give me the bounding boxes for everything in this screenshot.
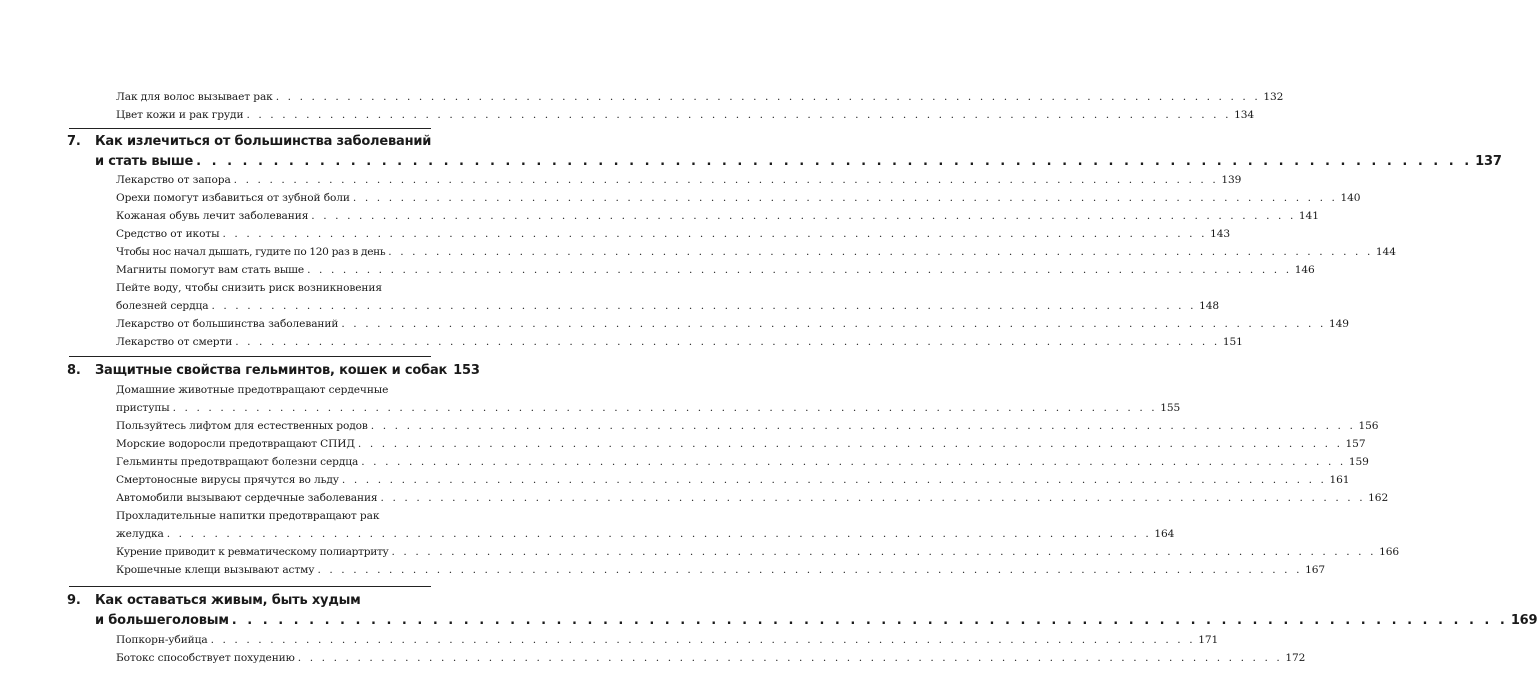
- chapter-divider: [69, 128, 431, 129]
- toc-entry: [116, 456, 1369, 468]
- entry-title: Магниты помогут вам стать выше: [116, 264, 305, 276]
- chapter-divider: [69, 586, 431, 587]
- entry-page: 172: [1285, 652, 1306, 664]
- entry-title: Пользуйтесь лифтом для естественных родов: [116, 420, 368, 432]
- toc-entry-line1: [116, 282, 431, 294]
- leader-dots: . . . . . . . . . . . . . . . . . . . . . . . . . . . . . . . . . . . . . . . . . . . . . . . . . . . . . . . . . . . . . . . . . . . . . . . . . . . . . . . . . . .: [317, 564, 1303, 576]
- chapter-heading-line2: [95, 613, 1537, 628]
- toc-entry: [116, 210, 1319, 222]
- leader-dots: . . . . . . . . . . . . . . . . . . . . . . . . . . . . . . . . . . . . . . . . . . . . . . . . . . . . . . . . . . . . . . . . . . . . . . . . . . . . . . . . . . .: [311, 210, 1296, 222]
- leader-dots: . . . . . . . . . . . . . . . . . . . . . . . . . . . . . . . . . . . . . . . . . . . . . . . . . . . . . . . . . . . . . . . . . . . . . . . . . . . . . . . . . . .: [357, 438, 1343, 450]
- entry-title: болезней сердца: [116, 300, 209, 312]
- chapter-heading-line2: [95, 154, 1502, 169]
- entry-title: Кожаная обувь лечит заболевания: [116, 210, 309, 222]
- chapter-title: Защитные свойства гельминтов, кошек и собак: [95, 363, 448, 378]
- leader-dots: . . . . . . . . . . . . . . . . . . . . . . . . . . . . . . . . . . . . . . . . . . . . . . . . . . . . . . . . . . . . . . . . . . . . . . . . . . . . . . . . . . .: [235, 336, 1220, 348]
- entry-title: Попкорн-убийца: [116, 634, 208, 646]
- entry-title: Ботокс способствует похудению: [116, 652, 295, 664]
- chapter-title: и большеголовым: [95, 613, 229, 628]
- entry-page: 167: [1305, 564, 1325, 576]
- entry-page: 134: [1234, 109, 1254, 121]
- leader-dots: . . . . . . . . . . . . . . . . . . . . . . . . . . . . . . . . . . . . . . . . . . . . . . . . . . . . . . . . . . . . . . . . . . . . . . . . . . . . . . . . . . .: [211, 300, 1197, 312]
- entry-title: Орехи помогут избавиться от зубной боли: [116, 192, 350, 204]
- toc-entry: [116, 634, 1219, 646]
- leader-dots: . . . . . . . . . . . . . . . . . . . . . . . . . . . . . . . . . . . . . . . . . . . . . . . . . . . . . . . . . . . . . . . . . . . . . . . . . . . . . . . . . . .: [233, 174, 1219, 186]
- entry-title: Гельминты предотвращают болезни сердца: [116, 456, 359, 468]
- leader-dots: . . . . . . . . . . . . . . . . . . . . . . . . . . . . . . . . . . . . . . . . . . . . . . . . . . . . . . . . . . . . . . . . . . . . . . . . . . . . . . . . . . .: [341, 474, 1327, 486]
- chapter-title: Как излечиться от большинства заболеваний: [95, 134, 432, 149]
- toc-entry: [116, 652, 1306, 664]
- entry-page: 139: [1221, 174, 1242, 186]
- toc-entry: [116, 546, 1400, 558]
- entry-page: 149: [1328, 318, 1349, 330]
- entry-title: Пейте воду, чтобы снизить риск возникновения: [116, 282, 382, 294]
- toc-entry: [116, 192, 1361, 204]
- toc-entry: [116, 91, 1284, 103]
- chapter-page: 169: [1510, 613, 1537, 628]
- toc-entry: [116, 264, 1315, 276]
- entry-title: Прохладительные напитки предотвращают рак: [116, 510, 380, 522]
- toc-entry: [116, 564, 1325, 576]
- entry-page: 164: [1154, 528, 1175, 540]
- leader-dots: . . . . . . . . . . . . . . . . . . . . . . . . . . . . . . . . . . . . . . . . . . . . . . . . . . . . . . . . . . . . . . . . . . . . . . . . . . . . . . . . . . .: [166, 528, 1152, 540]
- toc-entry: [116, 420, 1379, 432]
- leader-dots: . . . . . . . . . . . . . . . . . . . . . . . . . . . . . . . . . . . . . . . . . . . . . . . . . . . . . . . . . . . . . . . . . . . . . . . . . . . . . . . . . . .: [307, 264, 1292, 276]
- chapter-page: 153: [453, 363, 480, 378]
- leader-dots: . . . . . . . . . . . . . . . . . . . . . . . . . . . . . . . . . . . . . . . . . . . . . . . . . . . . . . . . . . . . . . . . . . . . . . . . . . . . . . . . . . .: [341, 318, 1326, 330]
- entry-page: 161: [1329, 474, 1350, 486]
- entry-title: Лекарство от запора: [116, 174, 231, 186]
- entry-page: 141: [1298, 210, 1319, 222]
- entry-page: 132: [1263, 91, 1284, 103]
- entry-page: 157: [1345, 438, 1366, 450]
- toc-entry: [116, 492, 1389, 504]
- leader-dots: . . . . . . . . . . . . . . . . . . . . . . . . . . . . . . . . . . . . . . . . . . . . . . . . . . . . . . . . . . . . . . . . . . . . . . . . . . . . . . . . . . .: [352, 192, 1338, 204]
- toc-entry: [116, 300, 1219, 312]
- leader-dots: . . . . . . . . . . . . . . . . . . . . . . . . . . . . . . . . . . . . . . . . . . . . . . . . . . . . . . . . . . . . . . . . . . . . . . . . . . . . . . . . . . .: [275, 91, 1261, 103]
- entry-title: Курение приводит к ревматическому полиартриту: [116, 546, 389, 558]
- toc-entry: [116, 318, 1349, 330]
- entry-title: Цвет кожи и рак груди: [116, 109, 244, 121]
- toc-entry-line1: [116, 384, 431, 396]
- toc-entry: [116, 228, 1231, 240]
- chapter-title: Как оставаться живым, быть худым: [95, 593, 361, 608]
- leader-dots: . . . . . . . . . . . . . . . . . . . . . . . . . . . . . . . . . . . . . . . . . . . . . . . . . . . . . . . . . . . . . . . . . . . . . . . . . . . . . . . . . . .: [222, 228, 1208, 240]
- leader-dots: . . . . . . . . . . . . . . . . . . . . . . . . . . . . . . . . . . . . . . . . . . . . . . . . . . . . . . . . . . . . . . . . . . . . . . . . . . . . . . . . . . .: [196, 154, 1473, 169]
- toc-entry: [116, 336, 1243, 348]
- leader-dots: . . . . . . . . . . . . . . . . . . . . . . . . . . . . . . . . . . . . . . . . . . . . . . . . . . . . . . . . . . . . . . . . . . . . . . . . . . . . . . . . . . .: [231, 613, 1508, 628]
- entry-title: Морские водоросли предотвращают СПИД: [116, 438, 355, 450]
- entry-title: Автомобили вызывают сердечные заболевания: [116, 492, 378, 504]
- entry-page: 155: [1160, 402, 1181, 414]
- leader-dots: . . . . . . . . . . . . . . . . . . . . . . . . . . . . . . . . . . . . . . . . . . . . . . . . . . . . . . . . . . . . . . . . . . . . . . . . . . . . . . . . . . .: [370, 420, 1356, 432]
- leader-dots: . . . . . . . . . . . . . . . . . . . . . . . . . . . . . . . . . . . . . . . . . . . . . . . . . . . . . . . . . . . . . . . . . . . . . . . . . . . . . . . . . . .: [246, 109, 1232, 121]
- entry-title: Домашние животные предотвращают сердечные: [116, 384, 389, 396]
- entry-title: Чтобы нос начал дышать, гудите по 120 раз в день: [116, 246, 386, 258]
- entry-page: 140: [1340, 192, 1361, 204]
- entry-page: 171: [1198, 634, 1219, 646]
- entry-title: Лекарство от большинства заболеваний: [116, 318, 339, 330]
- entry-title: желудка: [116, 528, 164, 540]
- entry-page: 144: [1375, 246, 1396, 258]
- chapter-number: 9.: [67, 593, 81, 608]
- leader-dots: . . . . . . . . . . . . . . . . . . . . . . . . . . . . . . . . . . . . . . . . . . . . . . . . . . . . . . . . . . . . . . . . . . . . . . . . . . . . . . . . . . .: [380, 492, 1366, 504]
- entry-title: Лекарство от смерти: [116, 336, 233, 348]
- chapter-heading: [0, 363, 480, 378]
- entry-title: Средство от икоты: [116, 228, 220, 240]
- leader-dots: . . . . . . . . . . . . . . . . . . . . . . . . . . . . . . . . . . . . . . . . . . . . . . . . . . . . . . . . . . . . . . . . . . . . . . . . . . . . . . . . . . .: [388, 246, 1373, 258]
- chapter-heading: [0, 593, 431, 608]
- leader-dots: . . . . . . . . . . . . . . . . . . . . . . . . . . . . . . . . . . . . . . . . . . . . . . . . . . . . . . . . . . . . . . . . . . . . . . . . . . . . . . . . . . .: [297, 652, 1283, 664]
- chapter-number: 8.: [67, 363, 81, 378]
- entry-page: 166: [1379, 546, 1400, 558]
- toc-entry: [116, 474, 1350, 486]
- leader-dots: . . . . . . . . . . . . . . . . . . . . . . . . . . . . . . . . . . . . . . . . . . . . . . . . . . . . . . . . . . . . . . . . . . . . . . . . . . . . . . . . . . .: [361, 456, 1346, 468]
- entry-page: 162: [1368, 492, 1389, 504]
- toc-entry: [116, 174, 1242, 186]
- toc-entry: [116, 246, 1396, 258]
- toc-entry-line1: [116, 510, 431, 522]
- entry-page: 146: [1294, 264, 1315, 276]
- toc-entry: [116, 528, 1175, 540]
- chapter-number: 7.: [67, 134, 81, 149]
- chapter-title: и стать выше: [95, 154, 194, 169]
- leader-dots: . . . . . . . . . . . . . . . . . . . . . . . . . . . . . . . . . . . . . . . . . . . . . . . . . . . . . . . . . . . . . . . . . . . . . . . . . . . . . . . . . . .: [391, 546, 1377, 558]
- leader-dots: . . . . . . . . . . . . . . . . . . . . . . . . . . . . . . . . . . . . . . . . . . . . . . . . . . . . . . . . . . . . . . . . . . . . . . . . . . . . . . . . . . .: [210, 634, 1196, 646]
- entry-page: 156: [1358, 420, 1379, 432]
- entry-title: Крошечные клещи вызывают астму: [116, 564, 315, 576]
- chapter-divider: [69, 356, 431, 357]
- entry-page: 159: [1348, 456, 1369, 468]
- entry-title: Смертоносные вирусы прячутся во льду: [116, 474, 339, 486]
- toc-entry: [116, 402, 1181, 414]
- entry-page: 151: [1222, 336, 1243, 348]
- toc-entry: [116, 109, 1254, 121]
- entry-title: приступы: [116, 402, 170, 414]
- entry-page: 143: [1210, 228, 1231, 240]
- chapter-heading: [0, 134, 431, 149]
- leader-dots: . . . . . . . . . . . . . . . . . . . . . . . . . . . . . . . . . . . . . . . . . . . . . . . . . . . . . . . . . . . . . . . . . . . . . . . . . . . . . . . . . . .: [172, 402, 1158, 414]
- toc-entry: [116, 438, 1366, 450]
- entry-page: 148: [1199, 300, 1219, 312]
- chapter-page: 137: [1475, 154, 1502, 169]
- entry-title: Лак для волос вызывает рак: [116, 91, 273, 103]
